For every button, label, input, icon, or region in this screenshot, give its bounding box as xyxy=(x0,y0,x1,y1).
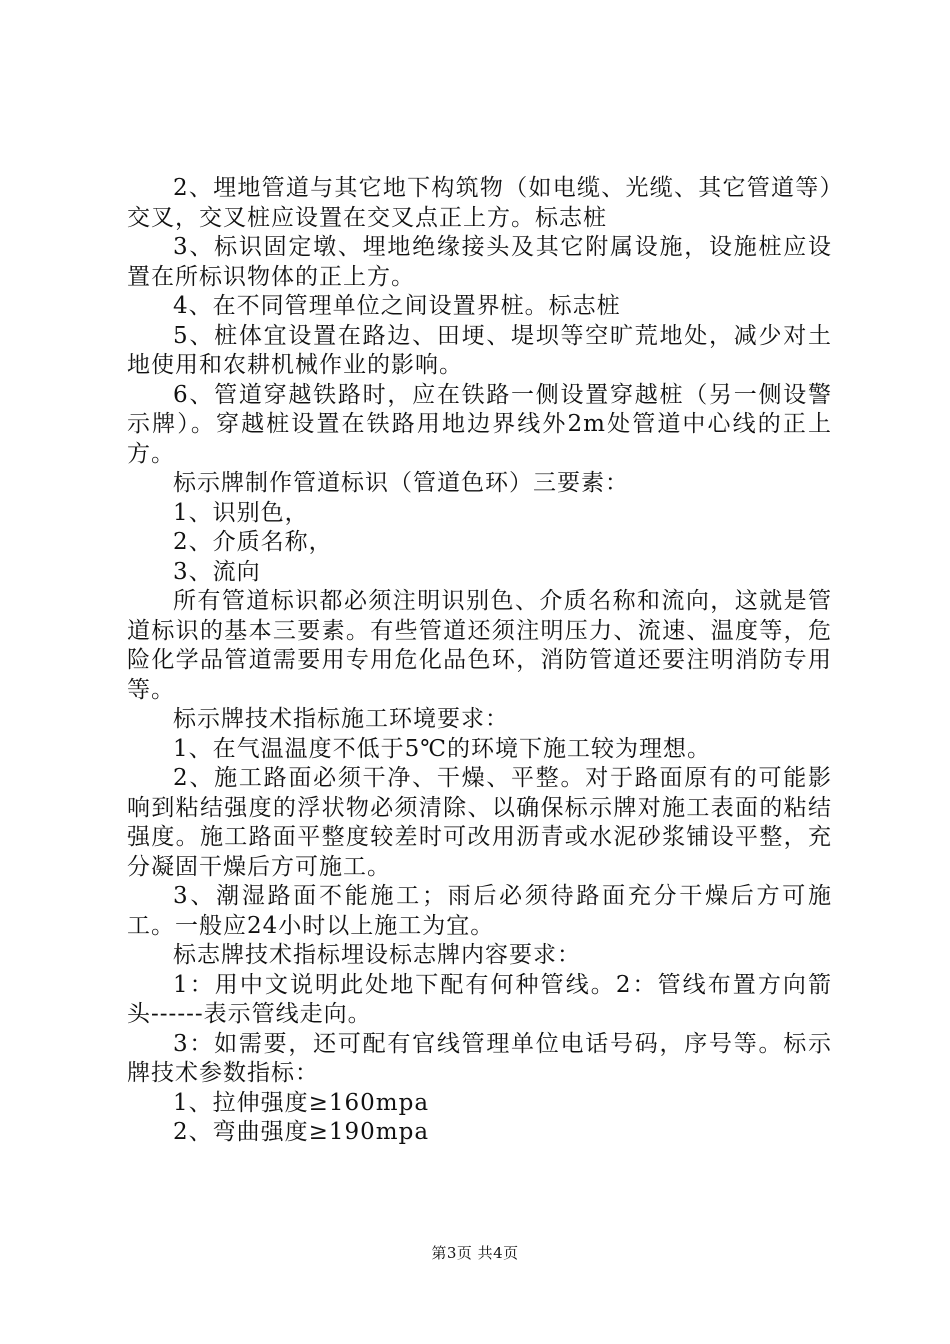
paragraph-sign-optional-info: 3：如需要，还可配有官线管理单位电话号码，序号等。标示牌技术参数指标： xyxy=(127,1030,832,1086)
paragraph-temperature-requirement: 1、在气温温度不低于5℃的环境下施工较为理想。 xyxy=(173,735,711,762)
paragraph-construction-environment-heading: 标示牌技术指标施工环境要求： xyxy=(173,706,509,732)
page-number-footer: 第3页 共4页 xyxy=(431,1244,519,1262)
paragraph-road-surface-requirement: 2、施工路面必须干净、干燥、平整。对于路面原有的可能影响到粘结强度的浮状物必须清除、以确保标示牌对施工表面的粘结强度。施工路面平整度较差时可改用沥青或水泥砂浆铺设平整，充分凝固干燥后方可施工。 xyxy=(127,765,832,880)
list-item-identification-color: 1、识别色， xyxy=(173,499,309,526)
paragraph-boundary-pile: 4、在不同管理单位之间设置界桩。标志桩 xyxy=(173,293,621,319)
paragraph-crossing-pile: 2、埋地管道与其它地下构筑物（如电缆、光缆、其它管道等）交叉，交叉桩应设置在交叉点正上方。标志桩 xyxy=(127,175,832,231)
paragraph-sign-content-items: 1：用中文说明此处地下配有何种管线。2：管线布置方向箭头------表示管线走向。 xyxy=(127,971,832,1027)
paragraph-three-elements-heading: 标示牌制作管道标识（管道色环）三要素： xyxy=(173,470,629,496)
paragraph-facility-pile: 3、标识固定墩、埋地绝缘接头及其它附属设施，设施桩应设置在所标识物体的正上方。 xyxy=(127,234,832,290)
list-item-flow-direction: 3、流向 xyxy=(173,558,261,585)
paragraph-pile-location: 5、桩体宜设置在路边、田埂、堤坝等空旷荒地处，减少对土地使用和农耕机械作业的影响。 xyxy=(127,322,832,378)
document-body xyxy=(127,174,832,1148)
paragraph-three-elements-explanation: 所有管道标识都必须注明识别色、介质名称和流向，这就是管道标识的基本三要素。有些管道还须注明压力、流速、温度等，危险化学品管道需要用专用危化品色环，消防管道还要注明消防专用等。 xyxy=(127,588,832,703)
paragraph-railway-crossing: 6、管道穿越铁路时，应在铁路一侧设置穿越桩（另一侧设警示牌）。穿越桩设置在铁路用地边界线外2m处管道中心线的正上方。 xyxy=(127,381,832,467)
paragraph-sign-content-heading: 标志牌技术指标埋设标志牌内容要求： xyxy=(173,942,581,968)
list-item-medium-name: 2、介质名称， xyxy=(173,529,333,555)
list-item-tensile-strength: 1、拉伸强度≥160mpa xyxy=(173,1089,430,1116)
list-item-bending-strength: 2、弯曲强度≥190mpa xyxy=(173,1119,430,1145)
paragraph-wet-surface-requirement: 3、潮湿路面不能施工；雨后必须待路面充分干燥后方可施工。一般应24小时以上施工为宜。 xyxy=(127,883,832,939)
